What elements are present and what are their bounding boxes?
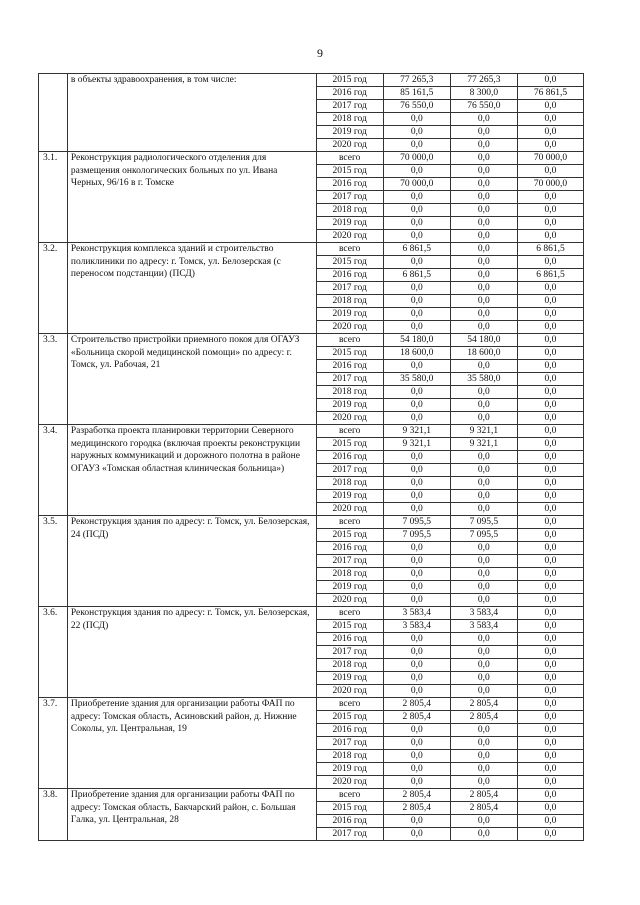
period-cell: 2018 год <box>316 204 383 217</box>
section-name: Реконструкция здания по адресу: г. Томск, ул. Белозерская, 24 (ПСД) <box>67 516 316 607</box>
period-cell: 2017 год <box>316 464 383 477</box>
section-number: 3.6. <box>39 607 68 698</box>
federal-budget-cell: 70 000,0 <box>517 178 583 191</box>
total-cell: 0,0 <box>383 672 450 685</box>
section-number: 3.8. <box>39 789 68 841</box>
total-cell: 76 550,0 <box>383 100 450 113</box>
period-cell: 2016 год <box>316 633 383 646</box>
total-cell: 70 000,0 <box>383 152 450 165</box>
regional-budget-cell: 0,0 <box>450 295 517 308</box>
period-cell: 2020 год <box>316 321 383 334</box>
period-cell: 2019 год <box>316 217 383 230</box>
period-cell: 2020 год <box>316 503 383 516</box>
total-cell: 0,0 <box>383 282 450 295</box>
federal-budget-cell: 0,0 <box>517 581 583 594</box>
section-number: 3.1. <box>39 152 68 243</box>
section-number: 3.7. <box>39 698 68 789</box>
federal-budget-cell: 0,0 <box>517 646 583 659</box>
regional-budget-cell: 0,0 <box>450 737 517 750</box>
federal-budget-cell: 6 861,5 <box>517 269 583 282</box>
section-number: 3.2. <box>39 243 68 334</box>
total-cell: 0,0 <box>383 594 450 607</box>
total-cell: 0,0 <box>383 815 450 828</box>
federal-budget-cell: 0,0 <box>517 776 583 789</box>
period-cell: 2017 год <box>316 100 383 113</box>
total-cell: 3 583,4 <box>383 607 450 620</box>
federal-budget-cell: 0,0 <box>517 425 583 438</box>
period-cell: 2016 год <box>316 815 383 828</box>
period-cell: 2018 год <box>316 295 383 308</box>
federal-budget-cell: 0,0 <box>517 542 583 555</box>
regional-budget-cell: 0,0 <box>450 217 517 230</box>
period-cell: 2015 год <box>316 529 383 542</box>
federal-budget-cell: 0,0 <box>517 139 583 152</box>
total-cell: 0,0 <box>383 659 450 672</box>
regional-budget-cell: 0,0 <box>450 386 517 399</box>
period-cell: 2019 год <box>316 399 383 412</box>
total-cell: 35 580,0 <box>383 373 450 386</box>
section-name: Реконструкция комплекса зданий и строительство поликлиники по адресу: г. Томск, ул. Белозерская (с переносом подстанции) (ПСД) <box>67 243 316 334</box>
federal-budget-cell: 0,0 <box>517 360 583 373</box>
period-cell: 2020 год <box>316 139 383 152</box>
federal-budget-cell: 0,0 <box>517 698 583 711</box>
total-cell: 6 861,5 <box>383 269 450 282</box>
total-cell: 0,0 <box>383 360 450 373</box>
federal-budget-cell: 0,0 <box>517 568 583 581</box>
total-cell: 2 805,4 <box>383 789 450 802</box>
federal-budget-cell: 0,0 <box>517 321 583 334</box>
regional-budget-cell: 0,0 <box>450 542 517 555</box>
regional-budget-cell: 0,0 <box>450 581 517 594</box>
section-name: Приобретение здания для организации работы ФАП по адресу: Томская область, Бакчарский район, с. Большая Галка, ул. Центральная, 28 <box>67 789 316 841</box>
regional-budget-cell: 0,0 <box>450 256 517 269</box>
regional-budget-cell: 2 805,4 <box>450 711 517 724</box>
regional-budget-cell: 2 805,4 <box>450 789 517 802</box>
period-cell: 2016 год <box>316 724 383 737</box>
federal-budget-cell: 0,0 <box>517 828 583 841</box>
total-cell: 0,0 <box>383 776 450 789</box>
total-cell: 0,0 <box>383 828 450 841</box>
regional-budget-cell: 9 321,1 <box>450 425 517 438</box>
budget-table <box>38 73 584 841</box>
period-cell: 2016 год <box>316 360 383 373</box>
federal-budget-cell: 0,0 <box>517 399 583 412</box>
federal-budget-cell: 0,0 <box>517 386 583 399</box>
period-cell: 2017 год <box>316 555 383 568</box>
period-cell: 2020 год <box>316 594 383 607</box>
federal-budget-cell: 0,0 <box>517 204 583 217</box>
federal-budget-cell: 0,0 <box>517 659 583 672</box>
federal-budget-cell: 0,0 <box>517 789 583 802</box>
total-cell: 2 805,4 <box>383 698 450 711</box>
regional-budget-cell: 0,0 <box>450 451 517 464</box>
regional-budget-cell: 2 805,4 <box>450 802 517 815</box>
regional-budget-cell: 0,0 <box>450 139 517 152</box>
period-cell: всего <box>316 607 383 620</box>
period-cell: 2017 год <box>316 737 383 750</box>
section-name: Приобретение здания для организации работы ФАП по адресу: Томская область, Асиновский район, д. Нижние Соколы, ул. Центральная, 19 <box>67 698 316 789</box>
period-cell: 2019 год <box>316 672 383 685</box>
period-cell: 2016 год <box>316 178 383 191</box>
table-row <box>39 152 584 165</box>
total-cell: 0,0 <box>383 464 450 477</box>
total-cell: 0,0 <box>383 113 450 126</box>
table-row <box>39 243 584 256</box>
federal-budget-cell: 0,0 <box>517 113 583 126</box>
federal-budget-cell: 0,0 <box>517 620 583 633</box>
federal-budget-cell: 0,0 <box>517 750 583 763</box>
federal-budget-cell: 0,0 <box>517 373 583 386</box>
period-cell: 2018 год <box>316 659 383 672</box>
regional-budget-cell: 0,0 <box>450 750 517 763</box>
regional-budget-cell: 0,0 <box>450 399 517 412</box>
regional-budget-cell: 0,0 <box>450 594 517 607</box>
section-number: 3.4. <box>39 425 68 516</box>
period-cell: 2016 год <box>316 87 383 100</box>
regional-budget-cell: 0,0 <box>450 152 517 165</box>
federal-budget-cell: 0,0 <box>517 74 583 87</box>
section-number <box>39 74 68 152</box>
total-cell: 0,0 <box>383 191 450 204</box>
total-cell: 0,0 <box>383 230 450 243</box>
federal-budget-cell: 0,0 <box>517 529 583 542</box>
regional-budget-cell: 0,0 <box>450 464 517 477</box>
regional-budget-cell: 3 583,4 <box>450 620 517 633</box>
table-row <box>39 334 584 347</box>
federal-budget-cell: 0,0 <box>517 763 583 776</box>
regional-budget-cell: 18 600,0 <box>450 347 517 360</box>
period-cell: 2016 год <box>316 542 383 555</box>
period-cell: 2017 год <box>316 191 383 204</box>
federal-budget-cell: 0,0 <box>517 165 583 178</box>
total-cell: 0,0 <box>383 737 450 750</box>
total-cell: 0,0 <box>383 139 450 152</box>
regional-budget-cell: 0,0 <box>450 178 517 191</box>
period-cell: 2015 год <box>316 256 383 269</box>
period-cell: всего <box>316 516 383 529</box>
regional-budget-cell: 0,0 <box>450 165 517 178</box>
period-cell: 2017 год <box>316 828 383 841</box>
regional-budget-cell: 7 095,5 <box>450 529 517 542</box>
total-cell: 0,0 <box>383 568 450 581</box>
total-cell: 0,0 <box>383 412 450 425</box>
federal-budget-cell: 0,0 <box>517 191 583 204</box>
regional-budget-cell: 0,0 <box>450 685 517 698</box>
total-cell: 0,0 <box>383 685 450 698</box>
section-name: Разработка проекта планировки территории Северного медицинского городка (включая проекты реконструкции наружных коммуникаций и дорожного полотна в районе ОГАУЗ «Томская областная клиническая больница») <box>67 425 316 516</box>
table-row <box>39 516 584 529</box>
total-cell: 0,0 <box>383 542 450 555</box>
period-cell: 2020 год <box>316 412 383 425</box>
federal-budget-cell: 0,0 <box>517 256 583 269</box>
period-cell: 2020 год <box>316 685 383 698</box>
regional-budget-cell: 77 265,3 <box>450 74 517 87</box>
federal-budget-cell: 0,0 <box>517 464 583 477</box>
section-name: Реконструкция радиологического отделения для размещения онкологических больных по ул. Ивана Черных, 96/16 в г. Томске <box>67 152 316 243</box>
federal-budget-cell: 0,0 <box>517 711 583 724</box>
federal-budget-cell: 0,0 <box>517 555 583 568</box>
total-cell: 0,0 <box>383 724 450 737</box>
section-number: 3.5. <box>39 516 68 607</box>
table-row <box>39 425 584 438</box>
period-cell: 2015 год <box>316 620 383 633</box>
period-cell: всего <box>316 334 383 347</box>
regional-budget-cell: 0,0 <box>450 360 517 373</box>
regional-budget-cell: 2 805,4 <box>450 698 517 711</box>
total-cell: 18 600,0 <box>383 347 450 360</box>
regional-budget-cell: 0,0 <box>450 555 517 568</box>
total-cell: 0,0 <box>383 204 450 217</box>
federal-budget-cell: 0,0 <box>517 217 583 230</box>
total-cell: 0,0 <box>383 750 450 763</box>
period-cell: всего <box>316 789 383 802</box>
total-cell: 0,0 <box>383 217 450 230</box>
federal-budget-cell: 0,0 <box>517 633 583 646</box>
federal-budget-cell: 0,0 <box>517 477 583 490</box>
regional-budget-cell: 9 321,1 <box>450 438 517 451</box>
total-cell: 0,0 <box>383 763 450 776</box>
period-cell: 2019 год <box>316 490 383 503</box>
table-row <box>39 74 584 87</box>
total-cell: 0,0 <box>383 451 450 464</box>
total-cell: 0,0 <box>383 256 450 269</box>
section-number: 3.3. <box>39 334 68 425</box>
regional-budget-cell: 0,0 <box>450 126 517 139</box>
regional-budget-cell: 0,0 <box>450 412 517 425</box>
table-row <box>39 789 584 802</box>
total-cell: 2 805,4 <box>383 711 450 724</box>
total-cell: 0,0 <box>383 321 450 334</box>
total-cell: 0,0 <box>383 503 450 516</box>
period-cell: 2017 год <box>316 373 383 386</box>
period-cell: всего <box>316 243 383 256</box>
period-cell: 2015 год <box>316 438 383 451</box>
total-cell: 0,0 <box>383 399 450 412</box>
section-name: в объекты здравоохранения, в том числе: <box>67 74 316 152</box>
regional-budget-cell: 0,0 <box>450 672 517 685</box>
period-cell: всего <box>316 698 383 711</box>
regional-budget-cell: 0,0 <box>450 113 517 126</box>
total-cell: 85 161,5 <box>383 87 450 100</box>
federal-budget-cell: 0,0 <box>517 503 583 516</box>
period-cell: 2016 год <box>316 269 383 282</box>
period-cell: всего <box>316 152 383 165</box>
federal-budget-cell: 0,0 <box>517 451 583 464</box>
regional-budget-cell: 0,0 <box>450 646 517 659</box>
total-cell: 0,0 <box>383 490 450 503</box>
federal-budget-cell: 0,0 <box>517 230 583 243</box>
federal-budget-cell: 0,0 <box>517 347 583 360</box>
regional-budget-cell: 0,0 <box>450 269 517 282</box>
total-cell: 2 805,4 <box>383 802 450 815</box>
period-cell: 2017 год <box>316 282 383 295</box>
period-cell: 2015 год <box>316 347 383 360</box>
federal-budget-cell: 0,0 <box>517 607 583 620</box>
total-cell: 0,0 <box>383 633 450 646</box>
total-cell: 3 583,4 <box>383 620 450 633</box>
federal-budget-cell: 0,0 <box>517 490 583 503</box>
total-cell: 7 095,5 <box>383 516 450 529</box>
federal-budget-cell: 0,0 <box>517 438 583 451</box>
regional-budget-cell: 76 550,0 <box>450 100 517 113</box>
regional-budget-cell: 0,0 <box>450 204 517 217</box>
regional-budget-cell: 3 583,4 <box>450 607 517 620</box>
table-row <box>39 698 584 711</box>
total-cell: 0,0 <box>383 646 450 659</box>
federal-budget-cell: 0,0 <box>517 412 583 425</box>
regional-budget-cell: 0,0 <box>450 321 517 334</box>
federal-budget-cell: 0,0 <box>517 126 583 139</box>
regional-budget-cell: 0,0 <box>450 633 517 646</box>
federal-budget-cell: 0,0 <box>517 685 583 698</box>
federal-budget-cell: 0,0 <box>517 308 583 321</box>
total-cell: 0,0 <box>383 386 450 399</box>
federal-budget-cell: 6 861,5 <box>517 243 583 256</box>
federal-budget-cell: 0,0 <box>517 282 583 295</box>
regional-budget-cell: 0,0 <box>450 503 517 516</box>
federal-budget-cell: 0,0 <box>517 516 583 529</box>
federal-budget-cell: 0,0 <box>517 802 583 815</box>
period-cell: 2018 год <box>316 477 383 490</box>
regional-budget-cell: 0,0 <box>450 282 517 295</box>
regional-budget-cell: 0,0 <box>450 477 517 490</box>
regional-budget-cell: 0,0 <box>450 490 517 503</box>
period-cell: 2018 год <box>316 750 383 763</box>
regional-budget-cell: 0,0 <box>450 776 517 789</box>
period-cell: 2019 год <box>316 581 383 594</box>
federal-budget-cell: 0,0 <box>517 672 583 685</box>
period-cell: всего <box>316 425 383 438</box>
period-cell: 2016 год <box>316 451 383 464</box>
table-row <box>39 607 584 620</box>
total-cell: 0,0 <box>383 581 450 594</box>
federal-budget-cell: 0,0 <box>517 334 583 347</box>
total-cell: 6 861,5 <box>383 243 450 256</box>
regional-budget-cell: 0,0 <box>450 724 517 737</box>
total-cell: 0,0 <box>383 126 450 139</box>
regional-budget-cell: 0,0 <box>450 191 517 204</box>
regional-budget-cell: 0,0 <box>450 568 517 581</box>
total-cell: 70 000,0 <box>383 178 450 191</box>
period-cell: 2017 год <box>316 646 383 659</box>
period-cell: 2018 год <box>316 568 383 581</box>
period-cell: 2019 год <box>316 308 383 321</box>
total-cell: 77 265,3 <box>383 74 450 87</box>
regional-budget-cell: 7 095,5 <box>450 516 517 529</box>
total-cell: 0,0 <box>383 308 450 321</box>
period-cell: 2020 год <box>316 230 383 243</box>
section-name: Строительство пристройки приемного покоя для ОГАУЗ «Больница скорой медицинской помощи» по адресу: г. Томск, ул. Рабочая, 21 <box>67 334 316 425</box>
regional-budget-cell: 0,0 <box>450 828 517 841</box>
total-cell: 0,0 <box>383 165 450 178</box>
total-cell: 0,0 <box>383 295 450 308</box>
regional-budget-cell: 35 580,0 <box>450 373 517 386</box>
period-cell: 2019 год <box>316 763 383 776</box>
regional-budget-cell: 0,0 <box>450 230 517 243</box>
period-cell: 2015 год <box>316 711 383 724</box>
federal-budget-cell: 0,0 <box>517 295 583 308</box>
regional-budget-cell: 8 300,0 <box>450 87 517 100</box>
federal-budget-cell: 0,0 <box>517 737 583 750</box>
regional-budget-cell: 54 180,0 <box>450 334 517 347</box>
period-cell: 2018 год <box>316 386 383 399</box>
page-number: 9 <box>317 46 323 60</box>
total-cell: 0,0 <box>383 555 450 568</box>
federal-budget-cell: 0,0 <box>517 100 583 113</box>
total-cell: 9 321,1 <box>383 438 450 451</box>
total-cell: 0,0 <box>383 477 450 490</box>
period-cell: 2020 год <box>316 776 383 789</box>
regional-budget-cell: 0,0 <box>450 308 517 321</box>
period-cell: 2019 год <box>316 126 383 139</box>
federal-budget-cell: 0,0 <box>517 594 583 607</box>
period-cell: 2018 год <box>316 113 383 126</box>
regional-budget-cell: 0,0 <box>450 763 517 776</box>
period-cell: 2015 год <box>316 165 383 178</box>
regional-budget-cell: 0,0 <box>450 243 517 256</box>
total-cell: 7 095,5 <box>383 529 450 542</box>
period-cell: 2015 год <box>316 74 383 87</box>
federal-budget-cell: 70 000,0 <box>517 152 583 165</box>
regional-budget-cell: 0,0 <box>450 815 517 828</box>
section-name: Реконструкция здания по адресу: г. Томск, ул. Белозерская, 22 (ПСД) <box>67 607 316 698</box>
federal-budget-cell: 0,0 <box>517 815 583 828</box>
total-cell: 9 321,1 <box>383 425 450 438</box>
regional-budget-cell: 0,0 <box>450 659 517 672</box>
federal-budget-cell: 76 861,5 <box>517 87 583 100</box>
period-cell: 2015 год <box>316 802 383 815</box>
federal-budget-cell: 0,0 <box>517 724 583 737</box>
total-cell: 54 180,0 <box>383 334 450 347</box>
